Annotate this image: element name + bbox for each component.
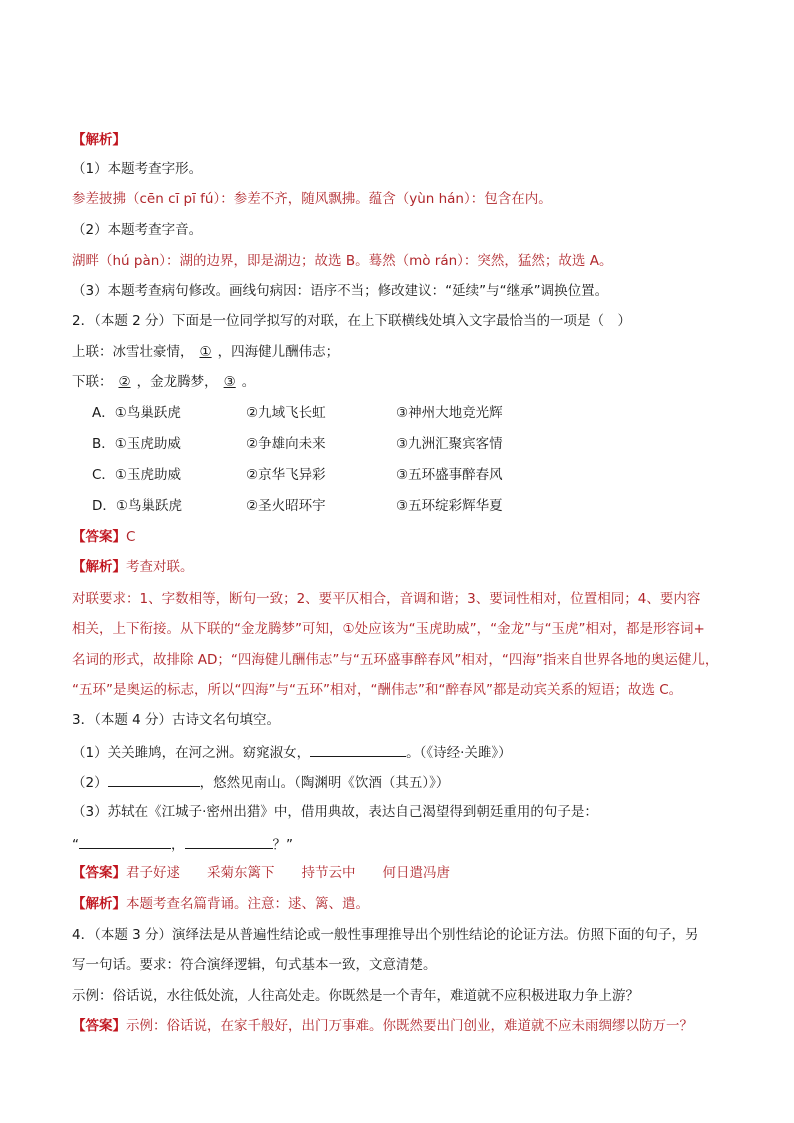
analysis-line: （3）本题考查病句修改。画线句病因：语序不当；修改建议：“延续”与“继承”调换位置。 <box>72 283 609 299</box>
analysis-tag: 【解析】 <box>72 896 126 912</box>
answer-tag: 【答案】 <box>72 1018 126 1034</box>
analysis-line: 名词的形式，故排除 AD；“四海健儿酬伟志”与“五环盛事醉春风”相对，“四海”指来自世界各地的奥运健儿， <box>72 652 719 668</box>
fill-text: （2） <box>72 775 108 791</box>
analysis-q2 <box>72 558 194 576</box>
couplet-lower <box>72 373 255 391</box>
fill-text: （1）关关雎鸠，在河之洲。窈窕淑女， <box>72 745 311 761</box>
analysis-heading-q1 <box>72 131 126 149</box>
couplet-text: ，四海健儿酬伟志； <box>217 344 340 360</box>
answer-q4 <box>72 1017 693 1035</box>
option-part: ③五环盛事醉春风 <box>396 467 503 483</box>
option-label: D．①鸟巢跃虎 <box>92 498 182 514</box>
answer-q3 <box>72 864 450 882</box>
fill-blank <box>310 742 406 757</box>
example-sentence: 示例：俗话说，水往低处流，人往高处走。你既然是一个青年，难道就不应积极进取力争上游？ <box>72 988 639 1004</box>
analysis-line: 参差披拂（cēn cī pī fú）：参差不齐，随风飘拂。蕴含（yùn hán）：包含在内。 <box>72 191 552 207</box>
fill-text: ？” <box>272 837 293 853</box>
couplet-text: 上联：冰雪壮豪情， <box>72 344 194 360</box>
fill-blank <box>185 834 273 849</box>
analysis-q3 <box>72 895 369 913</box>
fill-line-2 <box>72 772 449 792</box>
option-part: ③九洲汇聚宾客情 <box>396 436 503 452</box>
couplet-text: 下联： <box>72 374 113 390</box>
fill-text: 。（《诗经·关雎》） <box>406 745 512 761</box>
analysis-line: （1）本题考查字形。 <box>72 161 203 177</box>
option-part: ②京华飞异彩 <box>246 467 326 483</box>
fill-blank <box>108 772 200 787</box>
answer-text: 君子好逑 采菊东篱下 持节云中 何日遣冯唐 <box>126 865 450 881</box>
answer-q2 <box>72 528 135 546</box>
question-stem-4: 4．（本题 3 分）演绎法是从普遍性结论或一般性事理推导出个别性结论的论证方法。仿照下面的句子，另 <box>72 927 699 943</box>
analysis-line: （2）本题考查字音。 <box>72 222 203 238</box>
question-stem-4-cont: 写一句话。要求：符合演绎逻辑，句式基本一致，文意清楚。 <box>72 957 437 973</box>
answer-tag: 【答案】 <box>72 529 126 545</box>
answer-tag: 【答案】 <box>72 865 126 881</box>
blank-3: ③ <box>223 374 236 390</box>
fill-text: ，悠然见南山。（陶渊明《饮酒（其五）》） <box>199 775 450 791</box>
option-part: ②圣火昭环宇 <box>246 498 326 514</box>
analysis-tag: 【解析】 <box>72 559 126 575</box>
option-part: ③神州大地竞光辉 <box>396 405 503 421</box>
analysis-line: 对联要求：1、字数相等，断句一致；2、要平仄相合，音调和谐；3、要词性相对，位置相同；4、要内容 <box>72 591 701 607</box>
blank-1: ① <box>199 344 212 360</box>
fill-blank <box>79 834 171 849</box>
question-stem-3: 3．（本题 4 分）古诗文名句填空。 <box>72 712 281 728</box>
option-part: ③五环绽彩辉华夏 <box>396 498 503 514</box>
option-part: ②争雄向未来 <box>246 436 326 452</box>
blank-2: ② <box>118 374 131 390</box>
analysis-line: 湖畔（hú pàn）：湖的边界，即是湖边；故选 B。蓦然（mò rán）：突然，猛然；故选 A。 <box>72 253 613 269</box>
option-label: B．①玉虎助威 <box>92 436 181 452</box>
couplet-text: 。 <box>241 374 256 390</box>
couplet-upper <box>72 343 339 361</box>
answer-text: C <box>126 529 136 545</box>
fill-line-3-blanks <box>72 834 293 854</box>
fill-text: “ <box>72 837 79 853</box>
couplet-text: ，金龙腾梦， <box>136 374 218 390</box>
option-part: ②九域飞长虹 <box>246 405 326 421</box>
option-label: A．①鸟巢跃虎 <box>92 405 181 421</box>
analysis-line: 相关，上下衔接。从下联的“金龙腾梦”可知，①处应该为“玉虎助威”，“金龙”与“玉虎”相对，都是形容词+ <box>72 621 705 637</box>
answer-text: 示例：俗话说，在家千般好，出门万事难。你既然要出门创业，难道就不应未雨绸缪以防万一？ <box>126 1018 693 1034</box>
analysis-text: 考查对联。 <box>126 559 194 575</box>
analysis-tag: 【解析】 <box>72 132 126 148</box>
analysis-line: “五环”是奥运的标志，所以“四海”与“五环”相对，“酬伟志”和“醉春风”都是动宾关系的短语；故选 C。 <box>72 682 683 698</box>
fill-line-1 <box>72 742 512 762</box>
option-label: C．①玉虎助威 <box>92 467 182 483</box>
analysis-text: 本题考查名篇背诵。注意：逑、篱、遣。 <box>126 896 369 912</box>
fill-line-3: （3）苏轼在《江城子·密州出猎》中，借用典故，表达自己渴望得到朝廷重用的句子是： <box>72 804 598 820</box>
fill-text: ， <box>171 837 185 853</box>
question-stem-2: 2．（本题 2 分）下面是一位同学拟写的对联，在上下联横线处填入文字最恰当的一项是（ ） <box>72 313 632 329</box>
